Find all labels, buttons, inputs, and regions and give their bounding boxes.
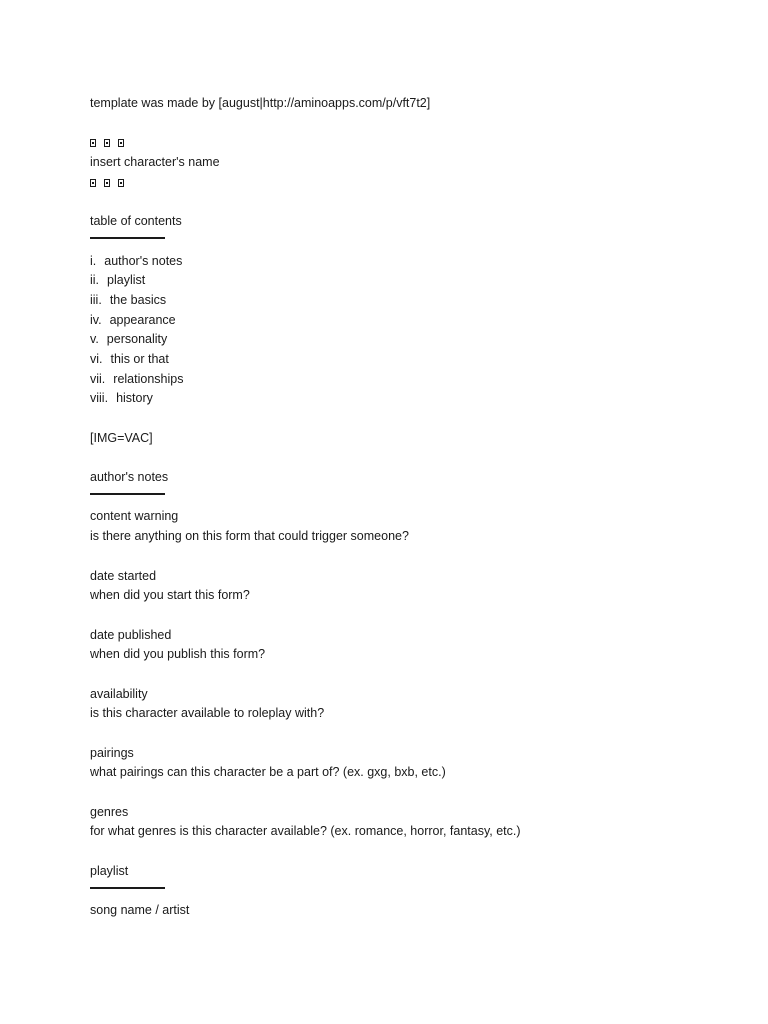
toc-item-label: history xyxy=(116,391,153,406)
template-credit: template was made by [august|http://aminoapps.com/p/vft7t2] xyxy=(90,96,431,110)
toc-item-label: appearance xyxy=(109,312,176,327)
playlist-heading: playlist xyxy=(90,863,129,878)
decor-row-top xyxy=(90,133,730,153)
spacer xyxy=(90,665,730,685)
toc-item-number: vii. xyxy=(90,371,106,386)
field-prompt: is there anything on this form that could trigger someone? xyxy=(90,529,409,544)
missing-glyph-box-icon xyxy=(90,179,96,187)
toc-item-number: iv. xyxy=(90,312,102,327)
toc-item xyxy=(90,350,730,370)
authors-notes-heading: author's notes xyxy=(90,470,169,485)
spacer xyxy=(90,409,730,429)
spacer xyxy=(90,783,730,803)
spacer xyxy=(90,724,730,744)
toc-item xyxy=(90,291,730,311)
divider-rule xyxy=(90,887,165,889)
field-prompt: what pairings can this character be a part of? (ex. gxg, bxb, etc.) xyxy=(90,765,446,780)
toc-divider xyxy=(90,232,730,252)
field-prompt: when did you start this form? xyxy=(90,588,250,603)
field-prompt: is this character available to roleplay with? xyxy=(90,706,325,721)
toc-item-number: ii. xyxy=(90,273,100,288)
toc-item-label: relationships xyxy=(113,371,184,386)
spacer xyxy=(90,448,730,468)
toc-item-label: playlist xyxy=(107,273,146,288)
spacer xyxy=(90,842,730,862)
toc-item-label: the basics xyxy=(109,292,167,307)
field-label: pairings xyxy=(90,745,134,760)
field-genres xyxy=(90,803,730,842)
decor-row-bottom xyxy=(90,173,730,193)
missing-glyph-box-icon xyxy=(104,139,110,147)
field-date-started xyxy=(90,567,730,606)
toc-item-number: i. xyxy=(90,253,97,268)
field-content-warning xyxy=(90,507,730,546)
field-label: content warning xyxy=(90,509,179,524)
toc-list xyxy=(90,252,730,410)
character-name-placeholder: insert character's name xyxy=(90,155,220,170)
field-label: date published xyxy=(90,627,172,642)
toc-item-number: v. xyxy=(90,332,99,347)
missing-glyph-box-icon xyxy=(90,139,96,147)
playlist-divider xyxy=(90,882,730,902)
toc-item-number: viii. xyxy=(90,391,109,406)
field-date-published xyxy=(90,626,730,665)
missing-glyph-box-icon xyxy=(118,139,124,147)
spacer xyxy=(90,606,730,626)
document-page xyxy=(90,94,730,921)
field-label: availability xyxy=(90,686,148,701)
toc-item-label: this or that xyxy=(110,351,169,366)
missing-glyph-box-icon xyxy=(104,179,110,187)
toc-item-number: vi. xyxy=(90,351,103,366)
field-availability xyxy=(90,685,730,724)
toc-item xyxy=(90,370,730,390)
toc-item xyxy=(90,389,730,409)
spacer xyxy=(90,547,730,567)
toc-item xyxy=(90,271,730,291)
toc-item-label: personality xyxy=(106,332,168,347)
toc-item-label: author's notes xyxy=(104,253,183,268)
spacer xyxy=(90,114,730,134)
authors-notes-divider xyxy=(90,488,730,508)
field-pairings xyxy=(90,744,730,783)
field-label: genres xyxy=(90,804,129,819)
divider-rule xyxy=(90,237,165,239)
toc-item xyxy=(90,311,730,331)
image-tag: [IMG=VAC] xyxy=(90,430,153,445)
missing-glyph-box-icon xyxy=(118,179,124,187)
toc-heading: table of contents xyxy=(90,214,182,229)
field-prompt: for what genres is this character available? (ex. romance, horror, fantasy, etc.) xyxy=(90,824,521,839)
playlist-entry: song name / artist xyxy=(90,903,190,918)
field-label: date started xyxy=(90,568,157,583)
divider-rule xyxy=(90,493,165,495)
spacer xyxy=(90,192,730,212)
toc-item-number: iii. xyxy=(90,292,102,307)
toc-item xyxy=(90,330,730,350)
toc-item xyxy=(90,252,730,272)
field-prompt: when did you publish this form? xyxy=(90,647,266,662)
